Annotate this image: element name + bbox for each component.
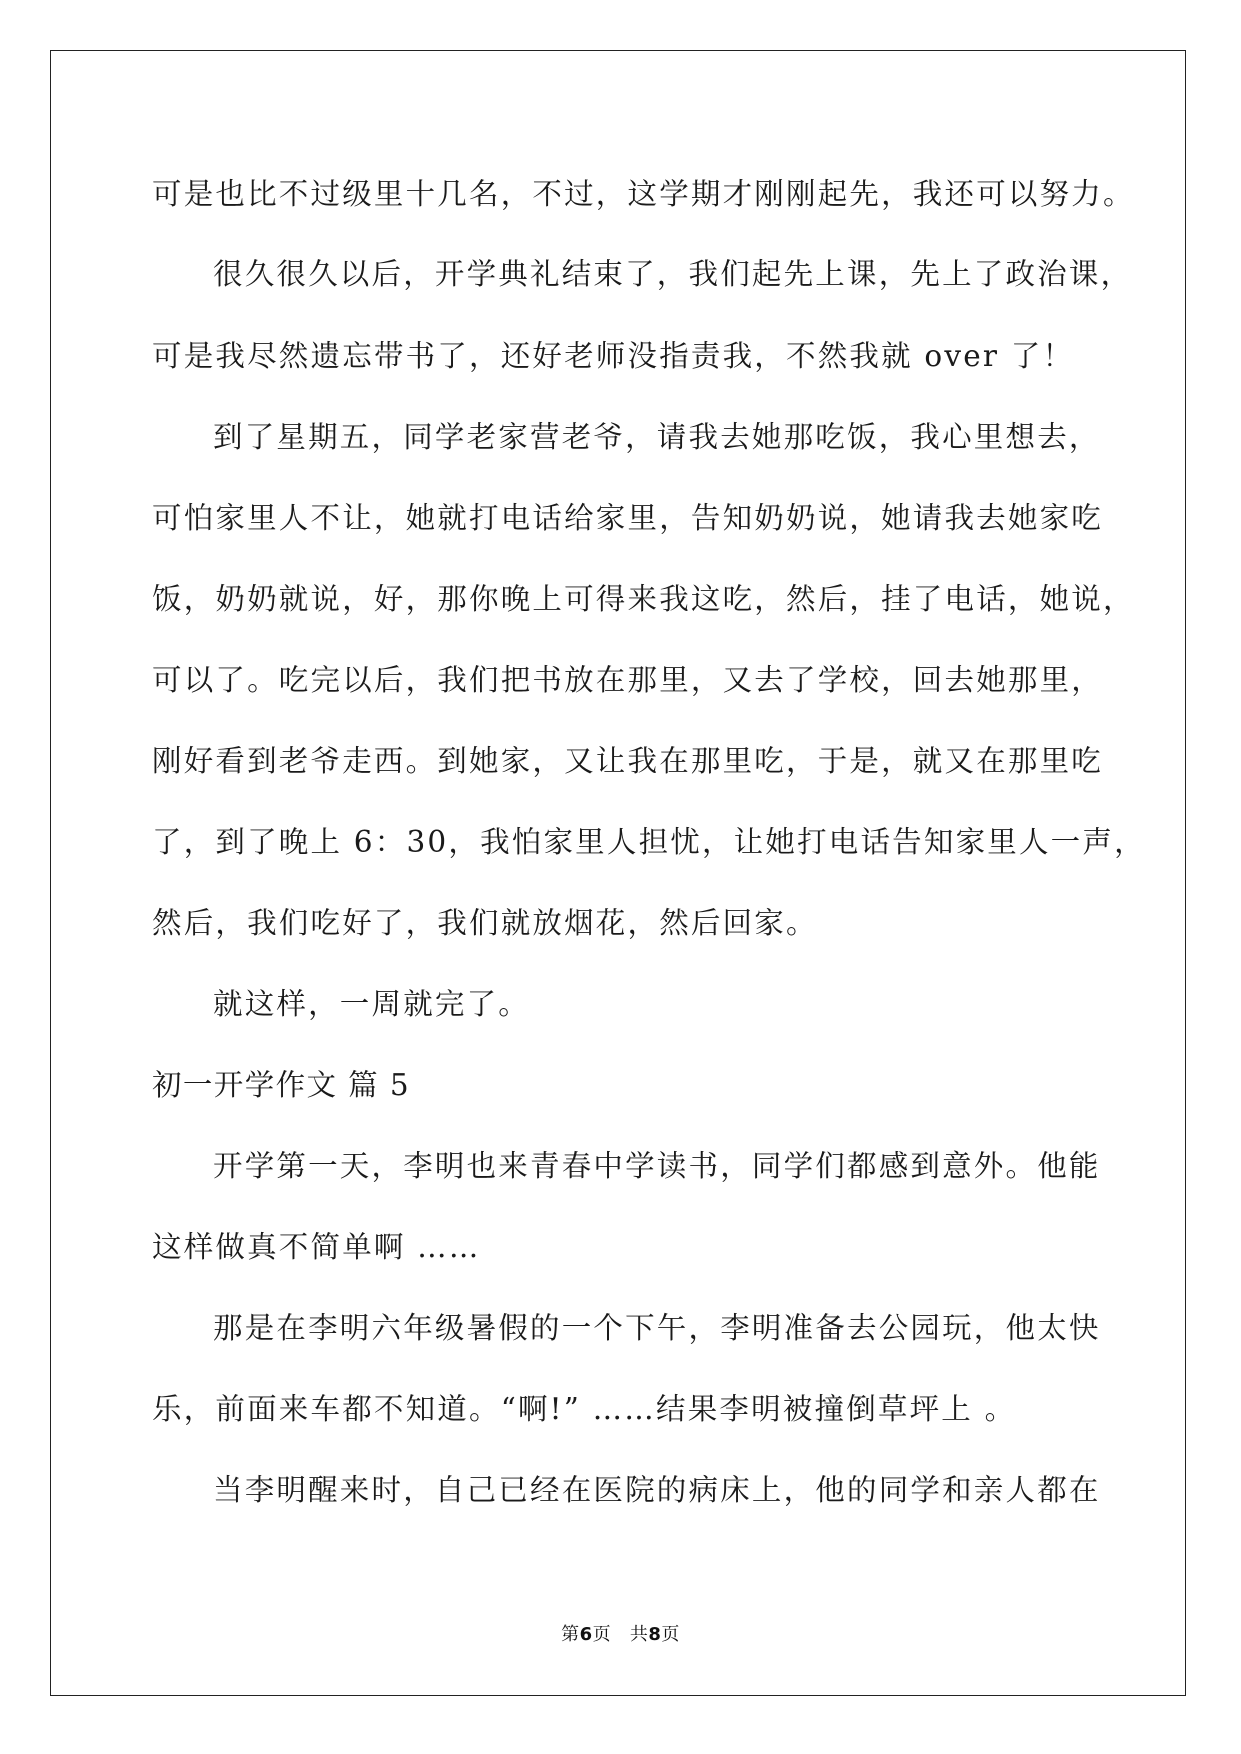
paragraph-line-8: 刚好看到老爷走西。到她家，又让我在那里吃，于是，就又在那里吃: [152, 744, 1104, 778]
paragraph-line-16: 当李明醒来时，自己已经在医院的病床上，他的同学和亲人都在: [213, 1473, 1101, 1507]
footer-total-pages: 8: [648, 1624, 662, 1645]
paragraph-line-7: 可以了。吃完以后，我们把书放在那里，又去了学校，回去她那里，: [152, 663, 1104, 697]
paragraph-line-1: 可是也比不过级里十几名，不过，这学期才刚刚起先，我还可以努力。: [152, 177, 1135, 211]
paragraph-line-6: 饭，奶奶就说，好，那你晚上可得来我这吃，然后，挂了电话，她说，: [152, 582, 1135, 616]
footer-suffix: 页: [661, 1624, 680, 1645]
paragraph-line-2: 很久很久以后，开学典礼结束了，我们起先上课，先上了政治课，: [213, 257, 1133, 291]
paragraph-line-15: 乐，前面来车都不知道。“啊!” ……结果李明被撞倒草坪上 。: [152, 1392, 1017, 1426]
paragraph-line-13: 这样做真不简单啊 ……: [152, 1230, 481, 1264]
section-heading: 初一开学作文 篇 5: [152, 1068, 411, 1102]
paragraph-line-5: 可怕家里人不让，她就打电话给家里，告知奶奶说，她请我去她家吃: [152, 501, 1104, 535]
footer-prefix: 第: [561, 1624, 580, 1645]
footer-middle: 页 共: [592, 1624, 649, 1645]
page-footer: [0, 1620, 1241, 1646]
paragraph-line-4: 到了星期五，同学老家营老爷，请我去她那吃饭，我心里想去，: [213, 420, 1101, 454]
paragraph-line-11: 就这样，一周就完了。: [213, 987, 531, 1021]
paragraph-line-9: 了，到了晚上 6：30，我怕家里人担忧，让她打电话告知家里人一声，: [152, 825, 1146, 859]
page-border: [50, 50, 1186, 1696]
paragraph-line-3: 可是我尽然遗忘带书了，还好老师没指责我，不然我就 over 了！: [152, 339, 1075, 373]
paragraph-line-14: 那是在李明六年级暑假的一个下午，李明准备去公园玩，他太快: [213, 1311, 1101, 1345]
footer-current-page: 6: [579, 1624, 593, 1645]
paragraph-line-10: 然后，我们吃好了，我们就放烟花，然后回家。: [152, 906, 818, 940]
paragraph-line-12: 开学第一天，李明也来青春中学读书，同学们都感到意外。他能: [213, 1149, 1101, 1183]
